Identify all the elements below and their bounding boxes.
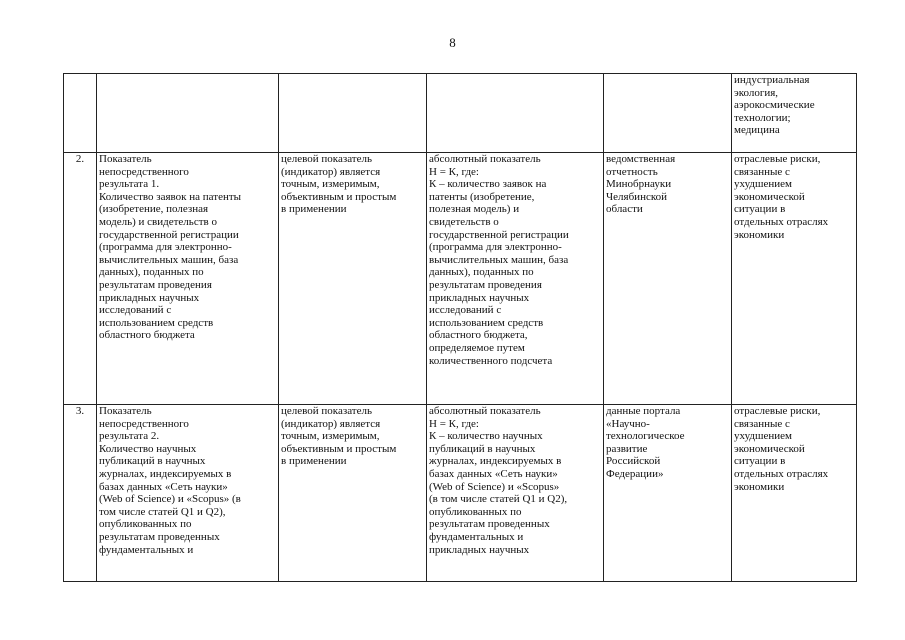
indicators-table xyxy=(63,73,857,582)
page-number: 8 xyxy=(449,35,456,50)
risks-cell: отраслевые риски, связанные с ухудшением экономической ситуации в отдельных отраслях экономики xyxy=(732,405,857,582)
indicator-type-cell xyxy=(279,74,427,153)
calculation-method-cell: абсолютный показатель Н = К, где: К – количество научных публикаций в научных журналах, индексируемых в базах данных «Сеть науки» (Web of Science) и «Scopus» (в том числе статей Q1 и Q2), опубликованных по результатам проведенных фундаментальных и прикладных научных xyxy=(427,405,604,582)
data-source-cell: ведомственная отчетность Минобрнауки Челябинской области xyxy=(604,153,732,405)
table-row xyxy=(64,153,857,405)
calculation-method-cell xyxy=(427,74,604,153)
indicator-type-cell: целевой показатель (индикатор) является точным, измеримым, объективным и простым в применении xyxy=(279,405,427,582)
row-number-cell: 2. xyxy=(64,153,97,405)
indicator-type-cell: целевой показатель (индикатор) является точным, измеримым, объективным и простым в применении xyxy=(279,153,427,405)
table-row xyxy=(64,74,857,153)
data-source-cell: данные портала «Научно- технологическое развитие Российской Федерации» xyxy=(604,405,732,582)
indicator-name-cell xyxy=(97,74,279,153)
row-number-cell: 3. xyxy=(64,405,97,582)
data-source-cell xyxy=(604,74,732,153)
table-row xyxy=(64,405,857,582)
risks-cell: индустриальная экология, аэрокосмические технологии; медицина xyxy=(732,74,857,153)
row-number-cell xyxy=(64,74,97,153)
indicator-name-cell: Показатель непосредственного результата 1. Количество заявок на патенты (изобретение, полезная модель) и свидетельств о государственной регистрации (программа для электронно- вычислительных машин, база данных), поданных по результатам проведения прикладных научных исследований с использованием средств областного бюджета xyxy=(97,153,279,405)
risks-cell: отраслевые риски, связанные с ухудшением экономической ситуации в отдельных отраслях экономики xyxy=(732,153,857,405)
calculation-method-cell: абсолютный показатель Н = К, где: К – количество заявок на патенты (изобретение, полезная модель) и свидетельств о государственной регистрации (программа для электронно- вычислительных машин, база данных), поданных по результатам проведения прикладных научных исследований с использованием средств областного бюджета, определяемое путем количественного подсчета xyxy=(427,153,604,405)
indicator-name-cell: Показатель непосредственного результата 2. Количество научных публикаций в научных журналах, индексируемых в базах данных «Сеть науки» (Web of Science) и «Scopus» (в том числе статей Q1 и Q2), опубликованных по результатам проведенных фундаментальных и xyxy=(97,405,279,582)
